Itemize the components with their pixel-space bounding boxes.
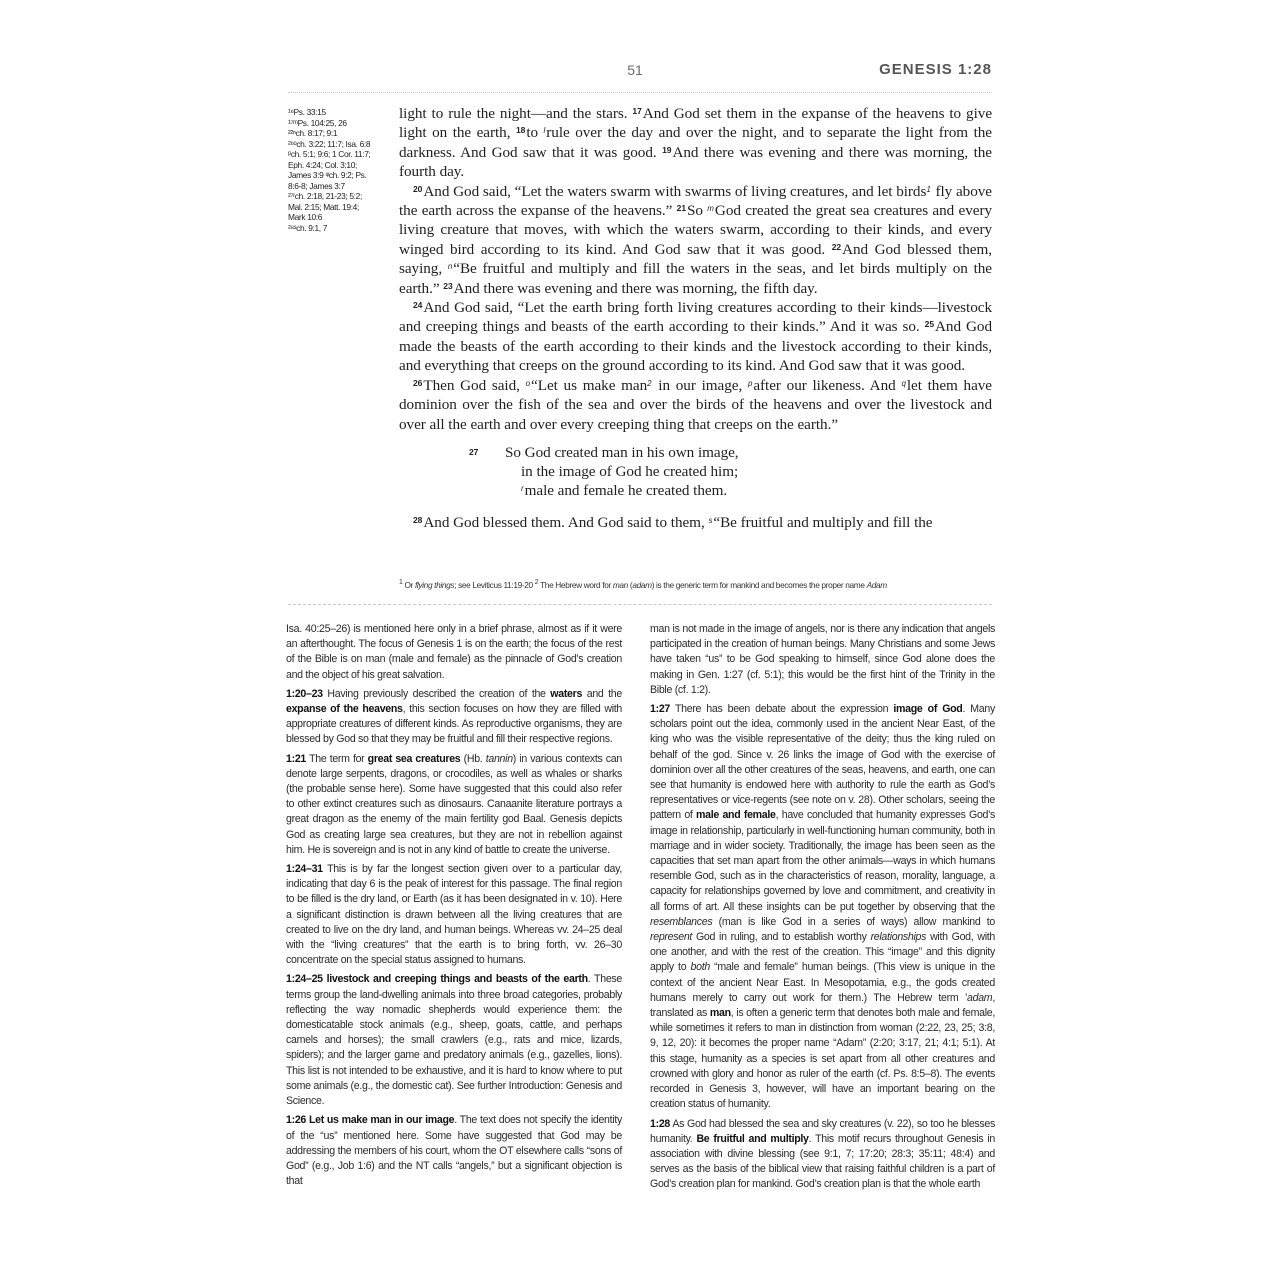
poetry-line: in the image of God he created him; bbox=[521, 462, 739, 480]
scripture-paragraph: light to rule the night—and the stars. $^{17}$And God set them in the expanse of the heavens to give light on the earth, $^{18}$to $^l$rule over the day and over the night, and to separate the light from the darkness. And God saw that it was good. $^{19}$And there was evening and there was morning, the fourth day. bbox=[399, 105, 993, 181]
cross-ref-marker: s bbox=[708, 515, 713, 525]
study-note: 1:21 The term for great sea creatures (Hb. tannin) in various contexts can denote large serpents, dragons, or crocodiles, as well as whales or sharks (the probable sense here). Some have suggested that this could also refer to other extinct creatures such as dinosaurs. Canaanite literature portrays a great dragon as the enemy of the main fertility god Baal. Genesis depicts God as creating large sea creatures, but they are not in rebellion against him. He is sovereign and is not in any kind of battle to create the universe. bbox=[286, 752, 622, 856]
cross-ref-line: ¹⁷ᵐPs. 104:25, 26 bbox=[288, 117, 347, 128]
cross-ref-line: 8:6-8; James 3:7 bbox=[288, 180, 345, 191]
cross-ref-line: Eph. 4:24; Col. 3:10; bbox=[288, 159, 358, 170]
top-divider bbox=[288, 92, 992, 93]
verse-number: 24 bbox=[413, 300, 423, 311]
study-note: Isa. 40:25–26) is mentioned here only in a brief phrase, almost as if it were an afterthought. The focus of Genesis 1 is on the earth; the focus of the rest of the Bible is on man (male and female) as the pinnacle of God’s creation and the object of his great salvation. bbox=[286, 623, 622, 681]
study-note: 1:20–23 Having previously described the creation of the waters and the expanse of the heavens, this section focuses on how they are filled with appropriate creatures of different kinds. As reproductive organisms, they are blessed by God so that they may be fruitful and fill their respective regions. bbox=[286, 687, 622, 746]
verse-number: 22 bbox=[831, 241, 842, 252]
scripture-paragraph: $^{28}$And God blessed them. And God said to them, $^s$“Be fruitful and multiply and fill the bbox=[413, 513, 933, 531]
study-notes-right-column bbox=[650, 622, 995, 1197]
cross-ref-line: Mark 10:6 bbox=[288, 212, 323, 222]
verse-number: 19 bbox=[662, 144, 672, 155]
cross-ref-marker: p bbox=[747, 378, 753, 388]
cross-ref-line: ²⁷ʳch. 2:18, 21-23; 5:2; bbox=[288, 191, 362, 201]
study-notes-left-column bbox=[286, 622, 622, 1193]
verse-number: 28 bbox=[413, 514, 423, 525]
footnote-marker: 1 bbox=[926, 184, 931, 194]
cross-ref-line: Mal. 2:15; Matt. 19:4; bbox=[288, 201, 359, 212]
poetry-line: $^r$male and female he created them. bbox=[521, 481, 728, 499]
verse-number: 20 bbox=[413, 183, 423, 194]
running-head: GENESIS 1:28 bbox=[879, 61, 992, 78]
study-note: 1:26 Let us make man in our image. The text does not specify the identity of the “us” mentioned here. Some have suggested that God may be addressing the members of his court, whom the OT elsewhere calls “sons of God” (e.g., Job 1:6) and the NT calls “angels,” but a significant objection is that bbox=[286, 1114, 622, 1188]
cross-ref-line: ¹⁶Ps. 33:15 bbox=[288, 107, 326, 117]
scripture-paragraph: $^{20}$And God said, “Let the waters swarm with swarms of living creatures, and let birds$^1$ fly above the earth across the expanse of the heavens.” $^{21}$So $^m$God created the great sea creatures and every living creature that moves, with which the waters swarm, according to their kinds, and every winged bird according to its kind. And God saw that it was good. $^{22}$And God blessed them, saying, $^n$“Be fruitful and multiply and fill the waters in the seas, and let birds multiply on the earth.” $^{23}$And there was evening and there was morning, the fifth day. bbox=[399, 182, 993, 297]
study-note: 1:24–31 This is by far the longest section given over to a particular day, indicating that day 6 is the peak of interest for this passage. The final region to be filled is the dry land, or Earth (as it has been designated in v. 10). Here a significant distinction is drawn between all the living creatures that are created to live on the dry land, and human beings. Whereas vv. 24–25 deal with the “living creatures” that the earth is to bring forth, vv. 26–30 concentrate on the special status assigned to humans. bbox=[286, 863, 622, 967]
verse-number: 21 bbox=[676, 203, 687, 214]
scripture-text bbox=[399, 104, 992, 532]
poetry-block bbox=[399, 443, 992, 505]
cross-ref-line: ²²ⁿch. 8:17; 9:1 bbox=[288, 128, 338, 138]
study-note: 1:28 As God had blessed the sea and sky creatures (v. 22), so too he blesses humanity. Be fruitful and multiply. This motif recurs throughout Genesis in association with divine blessing (see 9:1, 7; 17:20; 28:3; 35:11; 48:4) and serves as the basis of the biblical view that raising faithful children is a part of God’s creation plan for mankind. God’s creation plan is that the whole earth bbox=[650, 1117, 996, 1191]
cross-ref-marker: n bbox=[447, 262, 453, 272]
verse-number: 25 bbox=[924, 319, 935, 330]
verse-number: 26 bbox=[413, 377, 423, 388]
cross-ref-line: ᵖch. 5:1; 9:6; 1 Cor. 11:7; bbox=[288, 149, 371, 159]
verse-number: 17 bbox=[632, 106, 642, 116]
cross-ref-line: ²⁸ˢch. 9:1, 7 bbox=[288, 222, 328, 233]
study-note: 1:27 There has been debate about the expression image of God. Many scholars point out the idea, commonly used in the ancient Near East, of the king who was the visible representative of the deity; thus the king ruled on behalf of the god. Since v. 26 links the image of God with the exercise of dominion over all the other creatures of the seas, heavens, and earth, one can see that humanity is endowed here with authority to rule the earth as God’s representatives or vice-regents (see note on v. 28). Other scholars, seeing the pattern of male and female, have concluded that humanity expresses God’s image in relationship, particularly in well-functioning human community, both in marriage and in wider society. Traditionally, the image has been seen as the capacities that set man apart from the other animals—ways in which humans resemble God, such as in the characteristics of reason, morality, language, a capacity for relationships governed by love and commitment, and creativity in all forms of art. All these insights can be put together by observing that the resemblances (man is like God in a series of ways) allow mankind to represent God in ruling, and to establish worthy relationships with God, with one another, and with the rest of the creation. This “image” and this dignity apply to both “male and female” human beings. (This view is unique in the context of the ancient Near East. In Mesopotamia, e.g., the gods created humans merely to carry out work for them.) The Hebrew term ’adam, translated as man, is often a generic term that denotes both male and female, while sometimes it refers to man in distinction from woman (2:22, 23, 25; 3:8, 9, 12, 20): it becomes the proper name “Adam” (2:20; 3:17, 21; 4:1; 5:1). At this stage, humanity as a species is set apart from all other creatures and crowned with glory and honor as ruler of the earth (cf. Ps. 8:5–8). The events recorded in Genesis 3, however, will have an important bearing on the creation status of humanity. bbox=[650, 703, 996, 1111]
verse-number: 18 bbox=[515, 125, 526, 136]
scripture-paragraph: $^{26}$Then God said, $^o$“Let us make man$^2$ in our image, $^p$after our likeness. And $^q$let them have dominion over the fish of the sea and over the birds of the heavens and over the livestock and over all the earth and over every creeping thing that creeps on the earth.” bbox=[399, 376, 992, 433]
verse-number: 27 bbox=[469, 446, 479, 457]
cross-ref-marker: l bbox=[543, 126, 546, 136]
poetry-line: So God created man in his own image, bbox=[505, 443, 739, 461]
footnote-marker: 2 bbox=[647, 378, 652, 388]
scripture-paragraph: $^{24}$And God said, “Let the earth bring forth living creatures according to their kinds—livestock and creeping things and beasts of the earth according to their kinds.” And it was so. $^{25}$And God made the beasts of the earth according to their kinds and the livestock according to their kinds, and everything that creeps on the ground according to its kind. And God saw that it was good. bbox=[399, 299, 992, 375]
page-number: 51 bbox=[627, 62, 643, 78]
translation-footnotes: $^1$ Or flying things; see Leviticus 11:19-20 $^2$ The Hebrew word for man (adam) is the generic term for mankind and becomes the proper name Adam bbox=[399, 579, 887, 590]
cross-ref-marker: o bbox=[525, 378, 531, 388]
study-notes-divider bbox=[288, 604, 992, 605]
cross-ref-line: James 3:9 ᵠch. 9:2; Ps. bbox=[288, 170, 367, 180]
study-note: 1:24–25 livestock and creeping things and beasts of the earth. These terms group the land-dwelling animals into three broad categories, probably reflecting the way nomadic shepherds would experience them: the domesticatable stock animals (e.g., sheep, goats, cattle, and perhaps camels and horses); the small crawlers (e.g., rats and mice, lizards, spiders); and the larger game and predatory animals (e.g., gazelles, lions). This list is not intended to be exhaustive, and it is hard to know where to put some animals (e.g., the domestic cat). See further Introduction: Genesis and Science. bbox=[286, 973, 622, 1108]
cross-ref-marker: r bbox=[521, 483, 524, 493]
study-note: man is not made in the image of angels, nor is there any indication that angels participated in the creation of human beings. Many Christians and some Jews have taken “us” to be God speaking to himself, since God alone does the making in Gen. 1:27 (cf. 5:1); this would be the first hint of the Trinity in the Bible (cf. 1:2). bbox=[650, 623, 995, 696]
cross-ref-marker: m bbox=[707, 204, 714, 214]
cross-ref-marker: q bbox=[901, 378, 906, 388]
verse-number: 23 bbox=[443, 280, 453, 291]
cross-ref-line: ²⁶ᵒch. 3:22; 11:7; Isa. 6:8 bbox=[288, 138, 371, 149]
cross-references bbox=[288, 107, 374, 233]
